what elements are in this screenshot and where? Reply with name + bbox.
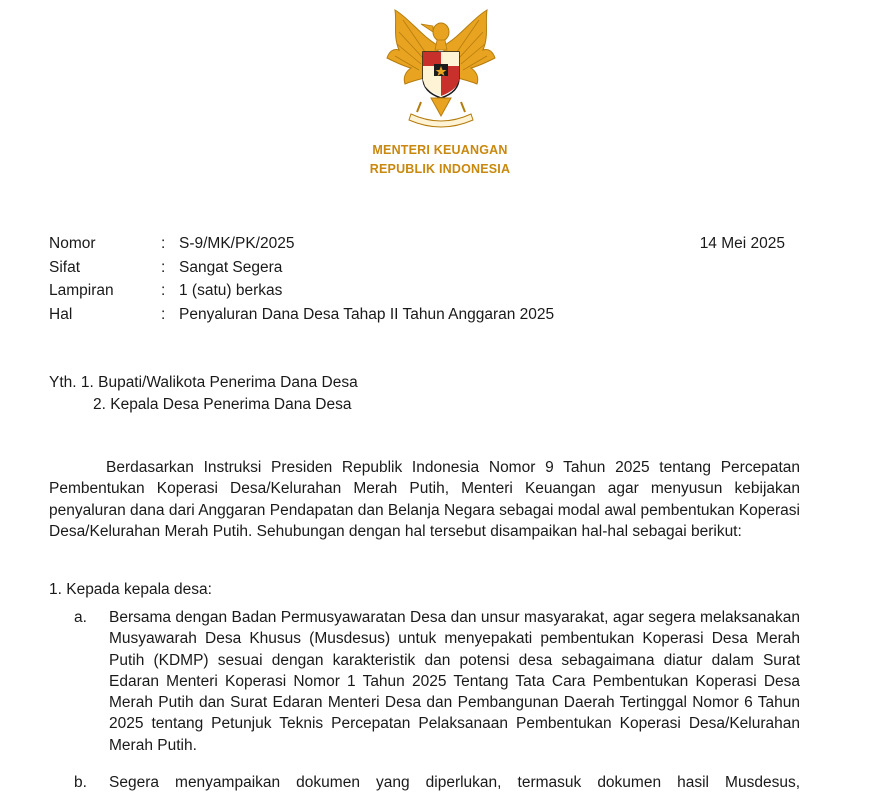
recipients-block xyxy=(49,372,358,416)
meta-value: 1 (satu) berkas xyxy=(179,282,283,299)
recipient-line-1: Yth. 1. Bupati/Walikota Penerima Dana Desa xyxy=(49,374,358,391)
opening-paragraph: Berdasarkan Instruksi Presiden Republik Indonesia Nomor 9 Tahun 2025 tentang Percepatan Pembentukan Koperasi Desa/Kelurahan Merah Putih, Menteri Keuangan agar menyusun kebijakan penyaluran dana dari Anggaran Pendapatan dan Belanja Negara sebagai modal awal pembentukan Koperasi Desa/Kelurahan Merah Putih. Sehubungan dengan hal tersebut disampaikan hal-hal sebagai berikut: xyxy=(49,459,800,540)
ministry-name-line1: MENTERI KEUANGAN xyxy=(372,143,508,157)
meta-colon: : xyxy=(161,305,166,323)
meta-row-sifat xyxy=(49,258,789,282)
meta-label: Nomor xyxy=(49,235,96,252)
meta-row-lampiran xyxy=(49,281,789,305)
meta-colon: : xyxy=(161,258,166,276)
meta-value: Penyaluran Dana Desa Tahap II Tahun Anggaran 2025 xyxy=(179,305,555,323)
garuda-pancasila-emblem-icon xyxy=(381,6,501,134)
meta-colon: : xyxy=(161,235,166,252)
item-a-text: Bersama dengan Badan Permusyawaratan Desa dan unsur masyarakat, agar segera melaksanakan Musyawarah Desa Khusus (Musdesus) untuk menyepakati pembentukan Koperasi Desa Merah Putih (KDMP) sesuai dengan karakteristik dan potensi desa sebagaimana diatur dalam Surat Edaran Menteri Koperasi Nomor 1 Tahun 2025 Tentang Tata Cara Pembentukan Koperasi Desa Merah Putih dan Surat Edaran Menteri Desa dan Pembangunan Daerah Tertinggal Nomor 6 Tahun 2025 tentang Petunjuk Teknis Percepatan Pelaksanaan Pembentukan Koperasi Desa/Kelurahan Merah Putih. xyxy=(109,609,800,754)
meta-label: Lampiran xyxy=(49,282,114,299)
meta-row-nomor xyxy=(49,234,789,258)
item-a-letter: a. xyxy=(74,609,87,626)
ministry-name-line2: REPUBLIK INDONESIA xyxy=(369,162,511,176)
letter-date: 14 Mei 2025 xyxy=(699,235,785,252)
point-1-heading: 1. Kepada kepala desa: xyxy=(49,581,212,598)
meta-row-hal xyxy=(49,305,789,329)
meta-label: Sifat xyxy=(49,258,81,276)
letter-metadata xyxy=(49,234,789,328)
meta-label: Hal xyxy=(49,305,73,323)
meta-colon: : xyxy=(161,282,166,299)
meta-value: Sangat Segera xyxy=(179,258,283,276)
item-b-text: Segera menyampaikan dokumen yang diperlukan, termasuk dokumen hasil Musdesus, xyxy=(109,774,800,791)
meta-value: S-9/MK/PK/2025 xyxy=(179,235,295,252)
recipient-line-2: 2. Kepala Desa Penerima Dana Desa xyxy=(93,396,352,413)
item-b-letter: b. xyxy=(74,774,87,791)
